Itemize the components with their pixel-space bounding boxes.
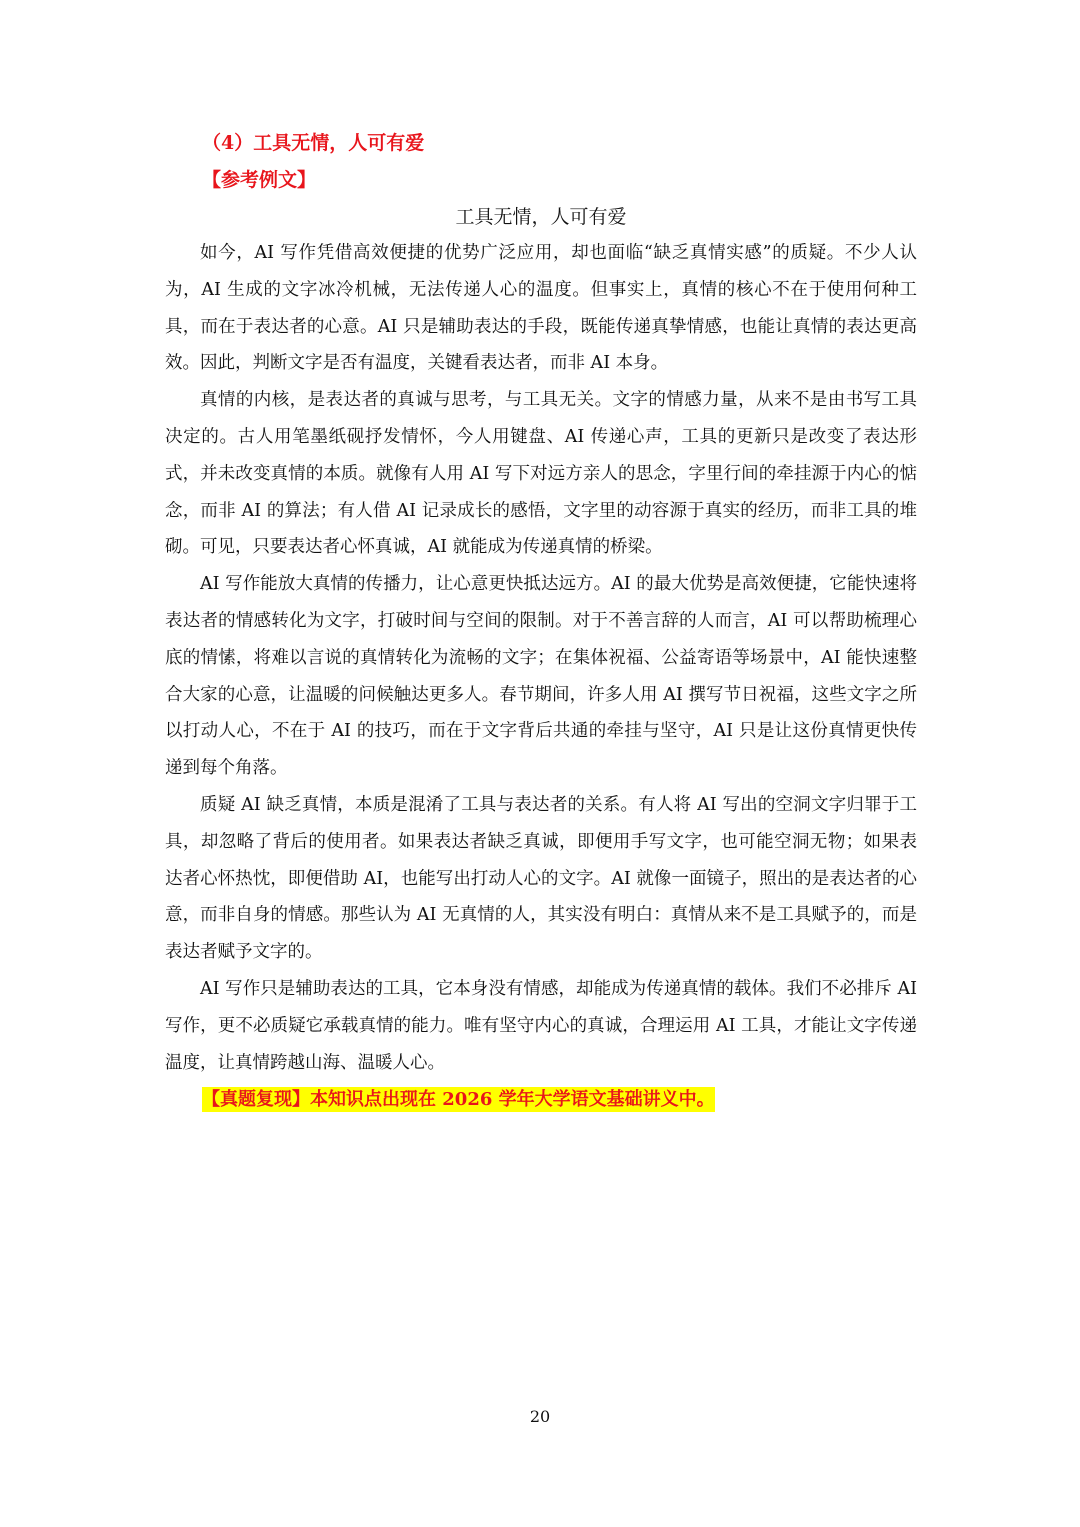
highlighted-note-text: 【真题复现】本知识点出现在 2026 学年大学语文基础讲义中。 — [202, 1089, 715, 1111]
essay-paragraph: 质疑 AI 缺乏真情，本质是混淆了工具与表达者的关系。有人将 AI 写出的空洞文字归罪于工具，却忽略了背后的使用者。如果表达者缺乏真诚，即便用手写文字，也可能空洞无物；如果表达者心怀热忱，即便借助 AI，也能写出打动人心的文字。AI 就像一面镜子，照出的是表达者的心意，而非自身的情感。那些认为 AI 无真情的人，其实没有明白：真情从来不是工具赋予的，而是表达者赋予文字的。 — [165, 794, 917, 963]
exam-recurrence-note — [202, 1085, 917, 1115]
essay-paragraph: 如今，AI 写作凭借高效便捷的优势广泛应用，却也面临“缺乏真情实感”的质疑。不少人认为，AI 生成的文字冰冷机械，无法传递人心的温度。但事实上，真情的核心不在于使用何种工具，而在于表达者的心意。AI 只是辅助表达的手段，既能传递真挚情感，也能让真情的表达更高效。因此，判断文字是否有温度，关键看表达者，而非 AI 本身。 — [165, 243, 917, 374]
essay-title: 工具无情，人可有爱 — [455, 206, 627, 228]
reference-essay-label: 【参考例文】 — [202, 169, 317, 191]
page-content — [165, 128, 917, 1115]
section-heading: （4）工具无情，人可有爱 — [202, 132, 425, 154]
essay-paragraph: AI 写作只是辅助表达的工具，它本身没有情感，却能成为传递真情的载体。我们不必排斥 AI 写作，更不必质疑它承载真情的能力。唯有坚守内心的真诚，合理运用 AI 工具，才能让文字传递温度，让真情跨越山海、温暖人心。 — [165, 978, 917, 1073]
essay-paragraph: AI 写作能放大真情的传播力，让心意更快抵达远方。AI 的最大优势是高效便捷，它能快速将表达者的情感转化为文字，打破时间与空间的限制。对于不善言辞的人而言，AI 可以帮助梳理心底的情愫，将难以言说的真情转化为流畅的文字；在集体祝福、公益寄语等场景中，AI 能快速整合大家的心意，让温暖的问候触达更多人。春节期间，许多人用 AI 撰写节日祝福，这些文字之所以打动人心，不在于 AI 的技巧，而在于文字背后共通的牵挂与坚守，AI 只是让这份真情更快传递到每个角落。 — [165, 574, 917, 779]
page-number: 20 — [529, 1407, 551, 1426]
essay-paragraph: 真情的内核，是表达者的真诚与思考，与工具无关。文字的情感力量，从来不是由书写工具决定的。古人用笔墨纸砚抒发情怀，今人用键盘、AI 传递心声，工具的更新只是改变了表达形式，并未改变真情的本质。就像有人用 AI 写下对远方亲人的思念，字里行间的牵挂源于内心的惦念，而非 AI 的算法；有人借 AI 记录成长的感悟，文字里的动容源于真实的经历，而非工具的堆砌。可见，只要表达者心怀真诚，AI 就能成为传递真情的桥梁。 — [165, 390, 917, 558]
